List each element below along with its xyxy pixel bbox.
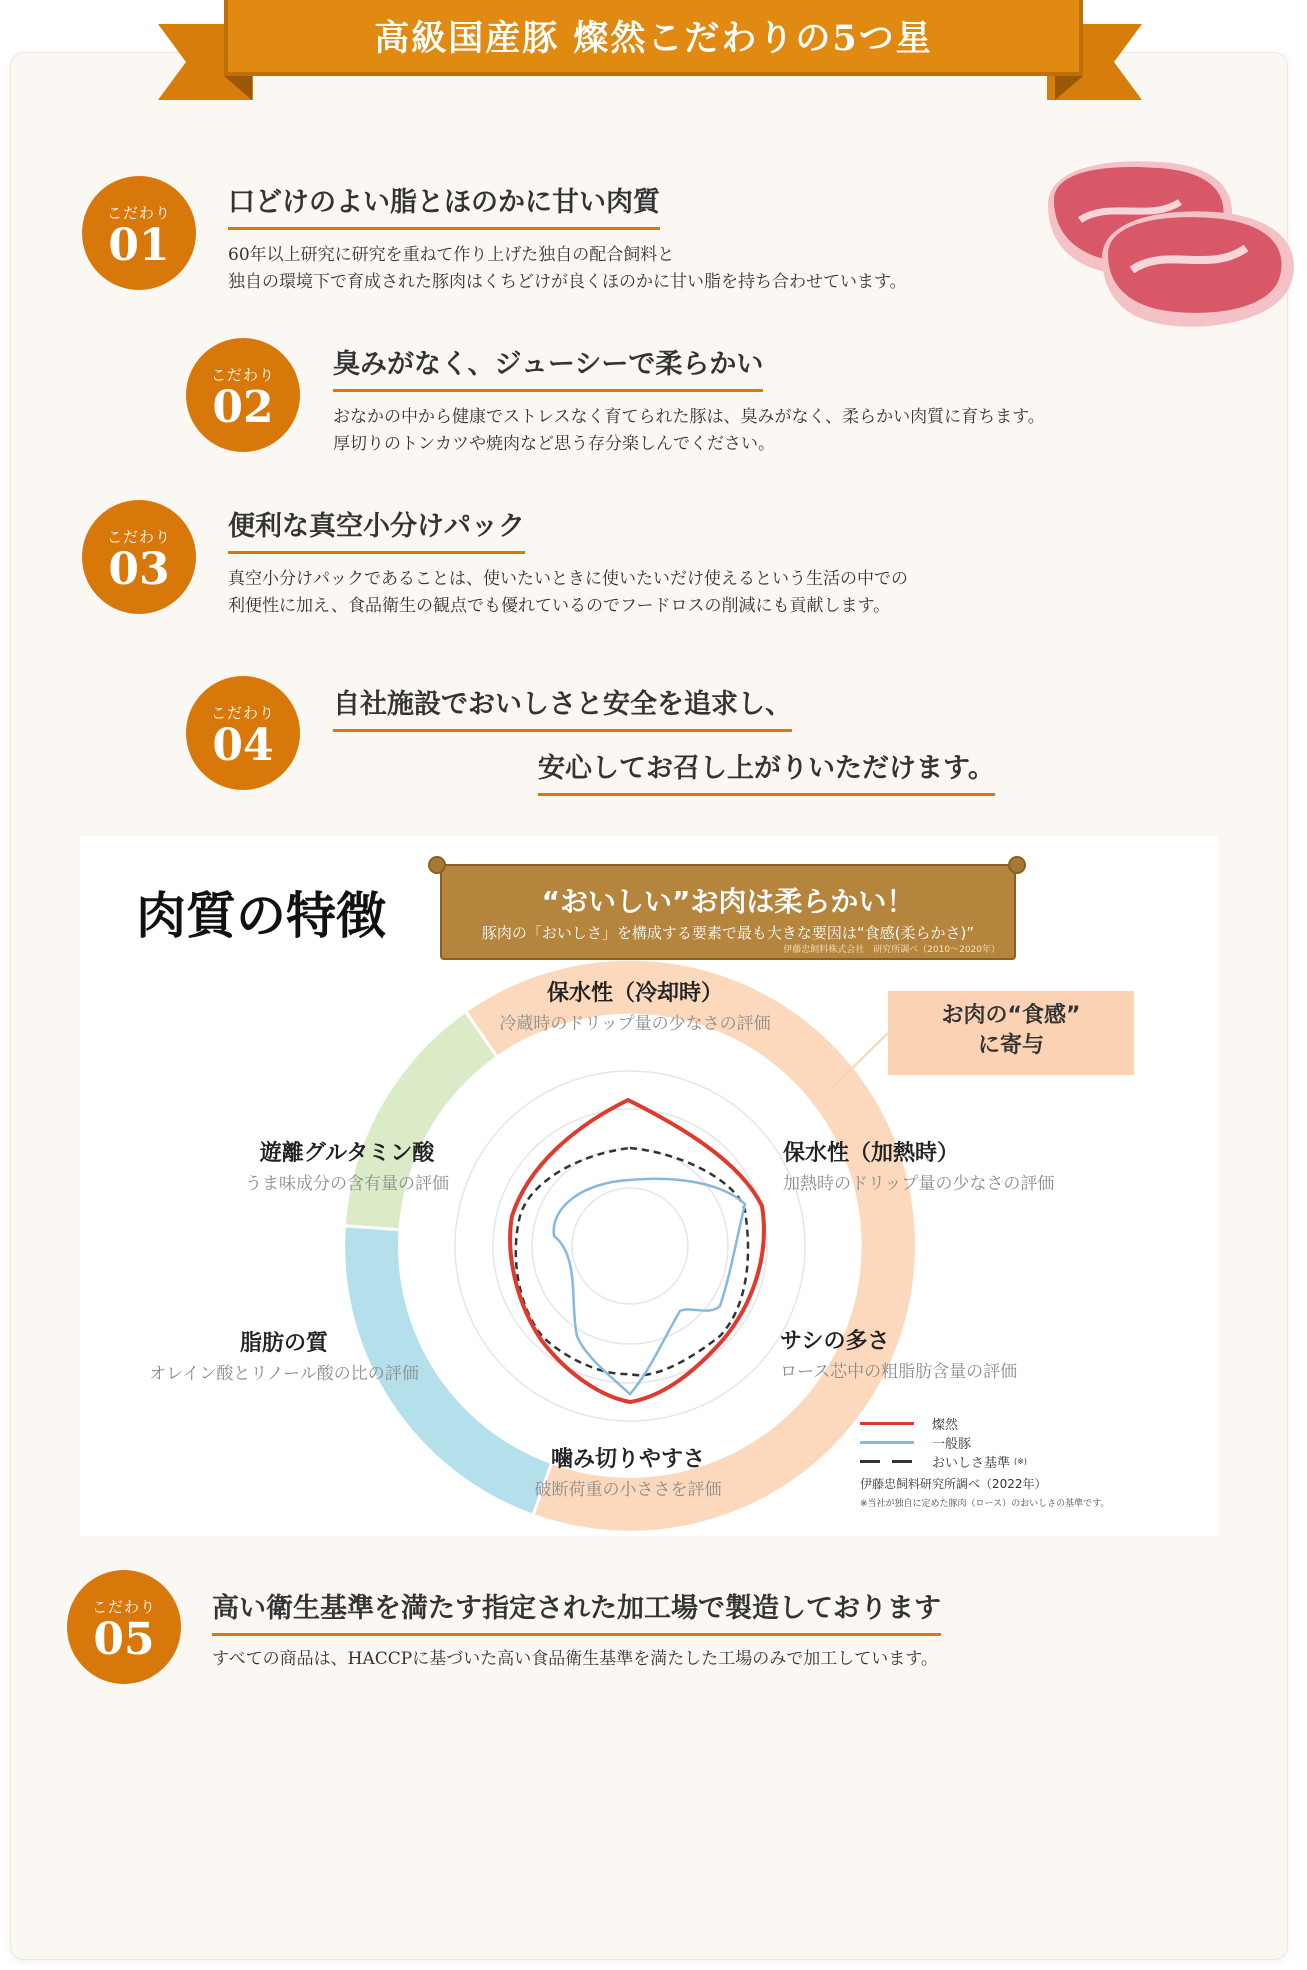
grid-circle xyxy=(493,1109,767,1383)
axis-subtitle: 冷蔵時のドリップ量の少なさの評価 xyxy=(499,1014,771,1034)
texture-callout xyxy=(888,991,1134,1075)
axis-label-marbling xyxy=(780,1324,1017,1382)
axis-title: サシの多さ xyxy=(780,1329,890,1354)
legend-source: 伊藤忠飼料研究所調べ（2022年） xyxy=(860,1477,1047,1491)
grid-circle xyxy=(532,1148,728,1344)
grid-circle xyxy=(572,1188,688,1304)
badge-label: こだわり xyxy=(106,204,171,222)
axis-subtitle: 破断荷重の小ささを評価 xyxy=(534,1480,722,1500)
axis-title: 脂肪の質 xyxy=(239,1331,328,1356)
description-line: 独自の環境下で育成された豚肉はくちどけが良くほのかに甘い脂を持ち合わせています。 xyxy=(228,272,907,292)
legend-label: おいしさ基準 xyxy=(932,1456,1011,1471)
banner xyxy=(224,0,1083,76)
legend-item-general xyxy=(860,1433,1109,1452)
item-02-description xyxy=(333,404,1045,458)
legend-swatch xyxy=(860,1441,914,1444)
badge-number: 02 xyxy=(212,382,274,433)
axis-label-water-heating xyxy=(783,1136,1054,1194)
description-line: すべての商品は、HACCPに基づいた高い食品衛生基準を満たした工場のみで加工しています。 xyxy=(212,1649,938,1669)
legend-label: 燦然 xyxy=(932,1418,959,1433)
badge-label: こだわり xyxy=(106,528,171,546)
axis-label-water-cooling xyxy=(470,976,800,1034)
item-05-heading: 高い衛生基準を満たす指定された加工場で製造しております xyxy=(212,1586,941,1636)
badge-01 xyxy=(82,176,196,290)
badge-05 xyxy=(67,1570,181,1684)
scroll-source: 伊藤忠飼料株式会社 研究所調べ（2010〜2020年） xyxy=(783,945,1000,955)
item-03-heading: 便利な真空小分けパック xyxy=(228,504,525,554)
item-01-description xyxy=(228,242,907,296)
badge-03 xyxy=(82,500,196,614)
item-01-heading: 口どけのよい脂とほのかに甘い肉質 xyxy=(228,180,660,230)
item-03-description xyxy=(228,566,908,620)
description-line: 60年以上研究に研究を重ねて作り上げた独自の配合飼料と xyxy=(228,245,675,265)
meat-quality-panel xyxy=(80,836,1218,1536)
description-line: 厚切りのトンカツや焼肉など思う存分楽しんでください。 xyxy=(333,434,775,454)
badge-number: 01 xyxy=(108,220,170,271)
ribbon-fold-left xyxy=(224,76,252,100)
callout-line1: お肉の“食感” xyxy=(941,1003,1081,1028)
axis-subtitle: 加熱時のドリップ量の少なさの評価 xyxy=(783,1174,1055,1194)
badge-number: 05 xyxy=(93,1614,155,1665)
axis-title: 保水性（加熱時） xyxy=(783,1141,960,1166)
item-04-heading-line2: 安心してお召し上がりいただけます。 xyxy=(538,746,995,796)
badge-label: こだわり xyxy=(210,366,275,384)
ribbon-fold-right xyxy=(1055,76,1083,100)
axis-title: 保水性（冷却時） xyxy=(546,981,723,1006)
pork-steak-illustration xyxy=(1040,150,1305,330)
series-general-pork-line xyxy=(554,1179,745,1394)
item-04-heading: 自社施設でおいしさと安全を追求し、 xyxy=(333,682,792,732)
badge-02 xyxy=(186,338,300,452)
axis-subtitle: オレイン酸とリノール酸の比の評価 xyxy=(149,1364,419,1384)
scroll-title: “おいしい”お肉は柔らかい！ xyxy=(541,885,915,918)
legend-swatch xyxy=(860,1422,914,1425)
legend-note: (※) xyxy=(1014,1457,1027,1466)
panel-title: 肉質の特徴 xyxy=(136,887,386,945)
badge-label: こだわり xyxy=(210,704,275,722)
item-02-heading: 臭みがなく、ジューシーで柔らかい xyxy=(333,342,763,392)
series-standard-line xyxy=(516,1148,748,1375)
legend-item-sanzen xyxy=(860,1414,1109,1433)
axis-label-fat-quality xyxy=(124,1326,444,1384)
grid-circle xyxy=(455,1071,805,1421)
badge-number: 03 xyxy=(108,544,170,595)
scroll-subtitle: 豚肉の「おいしさ」を構成する要素で最も大きな要因は“食感(柔らかさ)” xyxy=(481,924,975,942)
axis-label-glutamic-acid xyxy=(222,1136,472,1194)
axis-subtitle: うま味成分の含有量の評価 xyxy=(245,1174,449,1194)
item-05-description xyxy=(212,1646,938,1673)
pork-slice-front xyxy=(1102,211,1294,326)
badge-number: 04 xyxy=(212,720,274,771)
legend-item-standard xyxy=(860,1452,1109,1471)
axis-title: 噛み切りやすさ xyxy=(550,1447,705,1472)
axis-label-tenderness xyxy=(508,1442,748,1500)
banner-title: 高級国産豚 燦然こだわりの5つ星 xyxy=(374,18,933,59)
ring-glutamic-segment xyxy=(346,1013,497,1230)
axis-subtitle: ロース芯中の粗脂肪含量の評価 xyxy=(780,1362,1018,1382)
legend-label: 一般豚 xyxy=(932,1437,972,1452)
badge-label: こだわり xyxy=(91,1598,156,1616)
description-line: おなかの中から健康でストレスなく育てられた豚は、臭みがなく、柔らかい肉質に育ちます。 xyxy=(333,407,1045,427)
legend-swatch xyxy=(860,1460,914,1463)
badge-04 xyxy=(186,676,300,790)
legend-footnote: ※当社が独自に定めた豚肉（ロース）のおいしさの基準です。 xyxy=(860,1499,1110,1509)
axis-title: 遊離グルタミン酸 xyxy=(259,1141,435,1166)
description-line: 真空小分けパックであることは、使いたいときに使いたいだけ使えるという生活の中での xyxy=(228,569,908,589)
description-line: 利便性に加え、食品衛生の観点でも優れているのでフードロスの削減にも貢献します。 xyxy=(228,596,891,616)
callout-line2: に寄与 xyxy=(977,1033,1044,1058)
chart-legend xyxy=(860,1414,1109,1509)
